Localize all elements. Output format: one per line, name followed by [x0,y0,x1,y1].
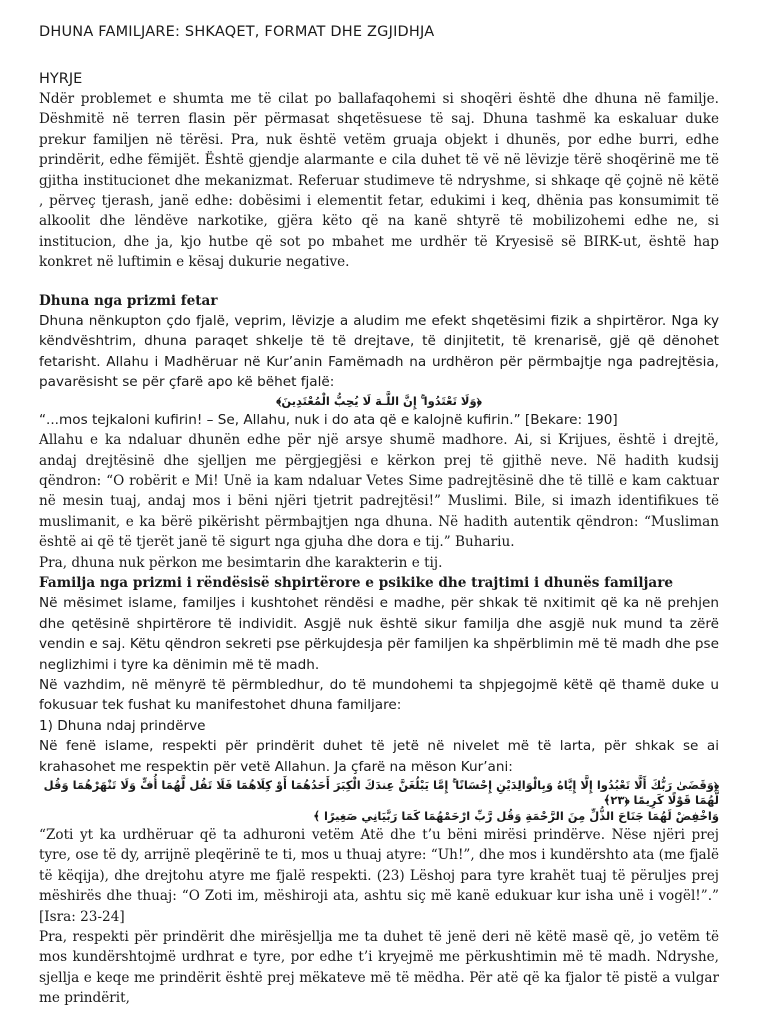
section-spacer [39,273,719,291]
quote-isra: “Zoti yt ka urdhëruar që ta adhuroni vetëm Atë dhe t’u bëni mirësi prindërve. Nëse njëri prej tyre, ose të dy, arrijnë pleqërinë te ti, mos u thuaj atyre: “Uh!”, dhe mos i kundërshto ata (me fjalë të këqija), dhe drejtohu atyre me fjalë respekti. (23) Lëshoj para tyre krahët tuaj të përuljes prej mëshirës dhe thuaj: “O Zoti im, mëshiroji ata, ashtu siç më kanë edukuar kur isha unë i vogël!”.” [Isra: 23-24] [39,827,719,925]
section2-paragraph-4: Pra, respekti për prindërit dhe mirësjellja me ta duhet të jenë deri në këtë masë që, jo vetëm të mos kundërshtojmë urdhrat e tyre, por edhe t’i kryejmë me përkushtimin më të madh. Ndryshe, sjellja e keqe me prindërit është prej mëkateve më të mëdha. Për atë që ka fjalor të pistë a vulgar me prindërit, [39,929,719,1007]
section2-paragraph-2: Në vazhdim, në mënyrë të përmbledhur, do të mundohemi ta shpjegojmë këtë që thamë duke u fokusuar tek fushat ku manifestohet dhuna familjare: [39,676,719,714]
section1-paragraph-3: Pra, dhuna nuk përkon me besimtarin dhe karakterin e tij. [39,554,443,571]
quran-verse-bekare: ﴿وَلَا تَعْتَدُوا ۚ إِنَّ اللَّـهَ لَا يُحِبُّ الْمُعْتَدِينَ﴾ [276,393,482,408]
section1-paragraph-2: Allahu e ka ndaluar dhunën edhe për një arsye shumë madhore. Ai, si Krijues, është i drejtë, andaj drejtësinë dhe sjelljen me përgjegjësi e kërkon prej të gjithë neve. Në hadith kudsij qëndron: “O robërit e Mi! Unë ia kam ndaluar Vetes Sime padrejtësinë dhe të tillë e kam caktuar në mesin tuaj, andaj mos i bëni njëri tjetrit padrejtësi!” Muslimi. Bile, si imazh identifikues të muslimanit, e ka bërë pikërisht përmbajtjen nga dhuna. Në hadith autentik qëndron: “Musliman është ai që të tjerët janë të sigurt nga gjuha dhe dora e tij.” Buhariu. [39,432,719,551]
intro-paragraph: Ndër problemet e shumta me të cilat po ballafaqohemi si shoqëri është dhe dhuna në familje. Dëshmitë në terren flasin për përmasat shqetësuese të saj. Dhuna tashmë ka eskaluar duke prekur familjen në tërësi. Pra, nuk është vetëm gruaja objekt i dhunës, por edhe burri, edhe prindërit, edhe fëmijët. Është gjendje alarmante e cila duhet të vë në lëvizje tërë shoqërinë me të gjitha institucionet dhe mekanizmat. Referuar studimeve të ndryshme, si shkaqe që çojnë në këtë , përveç tjerash, janë edhe: dobësimi i elementit fetar, edukimi i keq, dhënia pas konsumimit të alkoolit dhe lëndëve narkotike, gjëra këto që na kanë shtyrë të mobilizohemi edhe ne, si institucion, dhe ja, kjo hutbe që sot po mbahet me urdhër të Kryesisë së BIRK-ut, është hap konkret në luftimin e kësaj dukurie negative. [39,91,719,271]
document-title: DHUNA FAMILJARE: SHKAQET, FORMAT DHE ZGJIDHJA [39,24,435,40]
quote-bekare: “...mos tejkaloni kufirin! – Se, Allahu, nuk i do ata që e kalojnë kufirin.” [Bekare: 190] [39,411,618,428]
list-item-parents: 1) Dhuna ndaj prindërve [39,717,206,734]
section1-paragraph-1: Dhuna nënkupton çdo fjalë, veprim, lëvizje a aludim me efekt shqetësimi fizik a shpirtëror. Nga ky këndvështrim, dhuna paraqet shkelje të të drejtave, të dinjitetit, të krenarisë, gjë që dënohet fetarisht. Allahu i Madhëruar në Kur’anin Famëmadh na urdhëron për përmbajtje nga padrejtësia, pavarësisht se për çfarë apo kë bëhet fjalë: [39,313,719,391]
section2-paragraph-3: Në fenë islame, respekti për prindërit duhet të jetë në nivelet më të larta, për shkak se ai krahasohet me respektin për vetë Allahun. Ja çfarë na mëson Kur’ani: [39,738,719,775]
quran-verse-isra-24: وَاخْفِضْ لَهُمَا جَنَاحَ الذُّلِّ مِنَ الرَّحْمَةِ وَقُل رَّبِّ ارْحَمْهُمَا كَمَا رَبَّيَانِي صَغِيرًا ﴾ [313,809,719,823]
document-page [39,22,719,1009]
section2-paragraph-1: Në mësimet islame, familjes i kushtohet rëndësi e madhe, për shkak të nxitimit që ka në prehjen dhe qetësinë shpirtërore të individit. Asgjë nuk është sikur familja dhe asgjë nuk mund ta zërë vendin e saj. Këtu qëndron sekreti pse përkujdesja për familjen ka shpërblimin më të madh dhe pse neglizhimi i tyre ka dënimin më të madh. [39,595,719,673]
intro-heading: HYRJE [39,71,83,87]
section-heading-family: Familja nga prizmi i rëndësisë shpirtërore e psikike dhe trajtimi i dhunës familjare [39,574,674,591]
section-heading-religious: Dhuna nga prizmi fetar [39,292,218,309]
quran-verse-isra-23: ﴿وَقَضَىٰ رَبُّكَ أَلَّا تَعْبُدُوا إِلَّا إِيَّاهُ وَبِالْوَالِدَيْنِ إِحْسَانًا ۚ إِمَّا يَبْلُغَنَّ عِندَكَ الْكِبَرَ أَحَدُهُمَا أَوْ كِلَاهُمَا فَلَا تَقُل لَّهُمَا أُفٍّ وَلَا تَنْهَرْهُمَا وَقُل لَّهُمَا قَوْلًا كَرِيمًا ﴿٢٣﴾ [43,778,719,807]
